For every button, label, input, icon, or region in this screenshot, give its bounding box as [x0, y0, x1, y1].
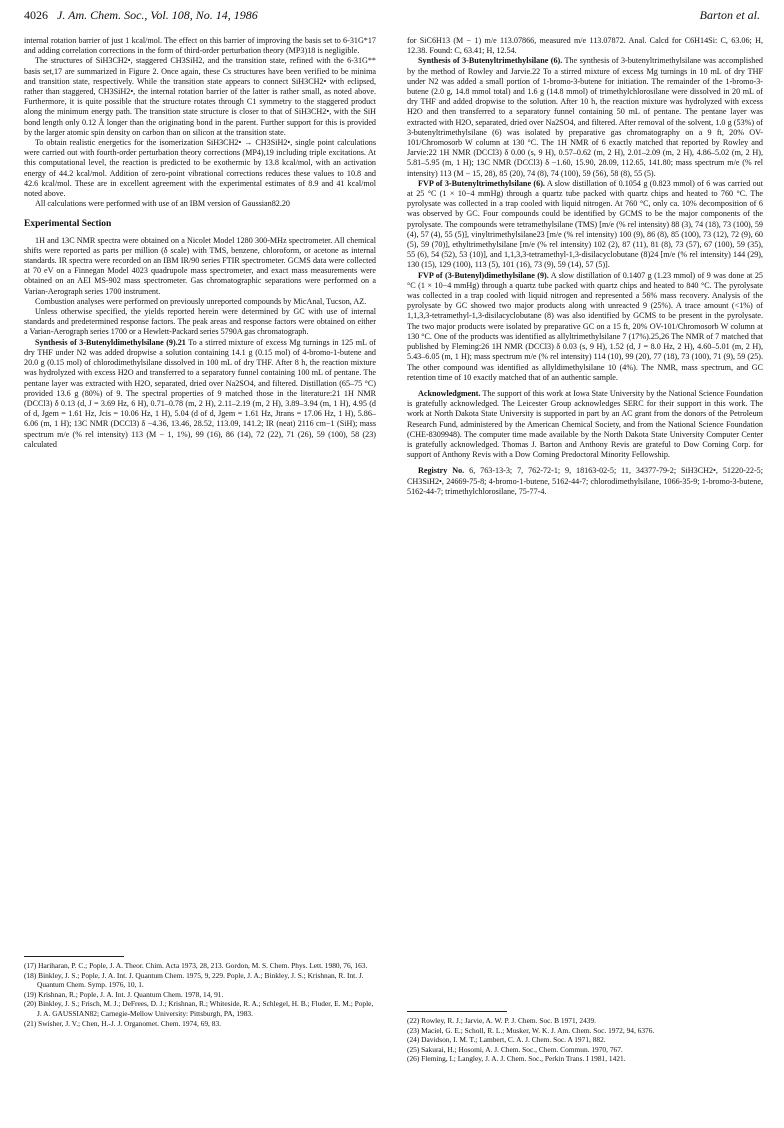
run-in-heading: FVP of (3-Butenyl)dimethylsilane (9).	[418, 270, 549, 280]
page-header	[24, 8, 760, 28]
run-in-heading: Registry No.	[418, 466, 465, 476]
footnote: (17) Hariharan, P. C.; Pople, J. A. Theor. Chim. Acta 1973, 28, 213. Gordon, M. S. Chem. Phys. Lett. 1980, 76, 163.	[24, 961, 368, 970]
footnote: (23) Maciel, G. E.; Scholl, R. L.; Musker, W. K. J. Am. Chem. Soc. 1972, 94, 6376.	[407, 1025, 655, 1035]
paragraph: All calculations were performed with use of an IBM version of Gaussian82.20	[35, 199, 290, 209]
paragraph: 1H and 13C NMR spectra were obtained on a Nicolet Model 1280 300-MHz spectrometer. All chemical shifts were reported as parts per million (δ scale) with TMS, benzene, chloroform, or acetone as internal standards. IR spectra were recorded on an IBM IR/90 series FTIR spectrometer. GCMS data were collected at 70 eV on a Finnegan Model 4023 quadrupole mass spectrometer, and exact mass measurements were obtained on an AEI MS-902 mass spectrometer. Gas chromatographic separations were performed on a Varian-Aerograph series 1700 instrument.	[24, 235, 376, 296]
run-in-heading: Synthesis of 3-Butenyltrimethylsilane (6).	[418, 56, 563, 66]
footnotes-left	[24, 956, 376, 1028]
page-number: 4026	[24, 8, 48, 22]
paragraph: To obtain realistic energetics for the isomerization SiH3CH2• → CH3SiH2•, single point calculations were carried out with fourth-order perturbation theory corrections (MP4),19 including triple excitations. At this computational level, the reaction is predicted to be exothermic by 13.8 kcal/mol, with an activation energy of 44.2 kcal/mol. Addition of zero-point vibrational corrections reduces these values to 10.8 and 42.6 kcal/mol. These are in excellent agreement with the experimental estimates of 8.9 and 41 kcal/mol noted above.	[24, 138, 376, 199]
paragraph-body: 6, 763-13-3; 7, 762-72-1; 9, 18163-02-5; 11, 34377-79-2; SiH3CH2•, 51220-22-5; CH3SiH2•, 24669-75-8; 4-bromo-1-butene, 5162-44-7; chlorodimethylsilane, 1066-35-9; 1-bromo-3-butene, 5162-44-7; trimethylchlorosilane, 75-77-4.	[407, 466, 763, 496]
registry-numbers	[407, 466, 763, 497]
footnote-rule	[407, 1011, 507, 1012]
header-left	[24, 8, 258, 23]
section-title: Experimental Section	[24, 219, 112, 230]
run-in-heading: FVP of 3-Butenyltrimethylsilane (6).	[418, 178, 545, 188]
paragraph-body: A slow distillation of 0.1407 g (1.23 mmol) of 9 was done at 25 °C (1 × 10−4 mmHg) through a quartz tube packed with quartz chips and heated to 840 °C. The pyrolysate was collected in a trap cooled with liquid nitrogen and represented a 56% mass recovery. Analysis of the pyrolysate by GC showed two major products along with unreacted 9 (25%). A trace amount (<1%) of 1,1,3,3-tetramethyl-1,3-disilacyclobutane (8) was also identified by GCMS to be present in the pyrolysate. The two major products were isolated by preparative GC on a 15 ft, 20% OV-101/Chromosorb W column at 130 °C. One of the products was identified as allyltrimethylsilane 7 (17%).25,26 The NMR of 7 matched that published by Fleming:26 1H NMR (DCCl3) δ 0.03 (s, 9 H), 1.52 (d, J = 8.0 Hz, 2 H), 4.60–5.01 (m, 2 H), 5.43–6.05 (m, 1 H); mass spectrum m/e (% rel intensity) 114 (10), 99 (20), 77 (18), 73 (100), 71 (9), 59 (25). The other compound was identified as allyldimethylsilane 10 (4%). The NMR, mass spectrum, and GC retention time of 10 exactly matched that of an authentic sample.	[407, 270, 763, 382]
footnote: (18) Binkley, J. S.; Pople, J. A. Int. J. Quantum Chem. 1975, 9, 229. Pople, J. A.; Binkley, J. S.; Krishnan, R. Int. J. Quantum Chem. Symp. 1976, 10, 1.	[24, 970, 364, 990]
footnote: (19) Krishnan, R.; Pople, J. A. Int. J. Quantum Chem. 1978, 14, 91.	[24, 989, 224, 999]
footnote: (26) Fleming, I.; Langley, J. A. J. Chem. Soc., Perkin Trans. I 1981, 1421.	[407, 1054, 626, 1064]
footnotes-right	[407, 1011, 763, 1064]
paragraph	[407, 271, 763, 383]
paragraph	[407, 56, 763, 178]
footnote-rule	[24, 956, 124, 957]
footnote: (22) Rowley, R. J.; Jarvie, A. W. P. J. Chem. Soc. B 1971, 2439.	[407, 1016, 597, 1025]
footnote: (20) Binkley, J. S.; Frisch, M. J.; DeFrees, D. J.; Krishnan, R.; Whiteside, R. A.; Schlegel, H. B.; Fluder, E. M.; Pople, J. A. GAUSSIAN82; Carnegie-Mellow University: Pittsburgh, PA, 1983.	[24, 999, 374, 1018]
footnote: (24) Davidson, I. M. T.; Lambert, C. A. J. Chem. Soc. A 1971, 882.	[407, 1035, 606, 1045]
running-authors: Barton et al.	[699, 8, 760, 22]
footnote: (25) Sakurai, H.; Hosomi, A. J. Chem. Soc., Chem. Commun. 1970, 767.	[407, 1044, 623, 1054]
acknowledgment	[407, 389, 763, 460]
paragraph-body: The support of this work at Iowa State University by the National Science Foundation is gratefully acknowledged. The Leicester Group acknowledges SERC for their support in this work. The work at North Dakota State University is supported in part by an AC grant from the donors of the Petroleum Research Fund, administered by the American Chemical Society, and from the National Science Foundation (CHE-8309948). The computer time made available by the North Dakota State University Computer Center is gratefully acknowledged. Thomas J. Barton and Anthony Revis are grateful to Dow Corning Corp. for support of Anthony Revis with a Dow Corning Predoctoral Minority Fellowship.	[407, 388, 763, 460]
paragraph	[24, 338, 376, 450]
paragraph-body: The synthesis of 3-butenyltrimethylsilane was accomplished by the method of Rowley and Jarvie.22 To a stirred mixture of excess Mg turnings in 10 mL of dry THF under N2 was added a small portion of 1-bromo-3-butene for initiation. The remainder of the 1-bromo-3-butene (2.0 g, 14.8 mmol total) and 1.6 g (14.8 mmol) of trimethylchlorosilane were dissolved in 20 mL of dry THF and added dropwise to the solution. After 10 h, the reaction mixture was hydrolyzed with excess H2O and then transferred to a separatory funnel containing 50 mL of pentane. The pentane layer was extracted with H2O, separated, dried over Na2SO4, and filtered. After removal of the solvent, 1.0 g (53%) of 3-butenyltrimethylsilane (6) was isolated by preparative gas chromatography on a 9 ft, 20% OV-101/Chromosorb W column at 130 °C. The 1H NMR of 6 exactly matched that reported by Rowley and Jarvie:22 1H NMR (DCCl3) δ 0.00 (s, 9 H), 0.57–0.62 (m, 2 H), 2.01–2.09 (m, 2 H), 4.86–5.02 (m, 2 H), 5.81–5.95 (m, 1 H); 13C NMR (DCCl3) δ −1.60, 15.90, 28.09, 112.65, 141.80; mass spectrum m/e (% rel intensity) 113 (M − 15, 28), 85 (20), 74 (8), 74 (100), 59 (56), 58 (8), 55 (5).	[407, 56, 763, 178]
left-column	[24, 36, 376, 450]
paragraph: internal rotation barrier of just 1 kcal/mol. The effect on this barrier of improving the basis set to 6-31G*17 and adding correlation corrections in the form of third-order perturbation theory (MP3)18 is negligible.	[24, 36, 376, 56]
paragraph: The structures of SiH3CH2•, staggered CH3SiH2, and the transition state, refined with the 6-31G** basis set,17 are summarized in Figure 2. Once again, these Cs structures have been verified to be minima and transition state, respectively. While the transition state appears to connect SiH3CH2• with eclipsed, rather than staggered, CH3SiH2•, the internal rotation barrier of the latter is rather small, as noted above. Furthermore, it is quite possible that the structure rotates through C1 symmetry to the staggered product along the minimum energy path. The transition state structure is closer to that of SiH3CH2•, with the SiH bond length only 0.12 Å longer than the originating bond in the parent. Further support for this is provided by the larger atomic spin density on carbon than on silicon at the transition state.	[24, 56, 376, 137]
footnote: (21) Swisher, J. V.; Chen, H.-J. J. Organomet. Chem. 1974, 69, 83.	[24, 1018, 221, 1028]
right-column	[407, 36, 763, 497]
journal-citation: J. Am. Chem. Soc., Vol. 108, No. 14, 1986	[57, 8, 258, 22]
paragraph-body: To a stirred mixture of excess Mg turnings in 125 mL of dry THF under N2 was added dropwise a solution containing 14.1 g (0.15 mol) of 4-bromo-1-butene and 20.0 g (0.15 mol) of chlorodimethylsilane dissolved in 100 mL of dry THF. After 8 h, the reaction mixture was hydrolyzed with excess H2O and transferred to a separatory funnel containing 100 mL of pentane. The pentane layer was extracted with H2O, separated, dried over Na2SO4, and filtered. Distillation (65–75 °C) provided 13.6 g (80%) of 9. The spectral properties of 9 matched those in the literature:21 1H NMR (DCCl3) δ 0.13 (d, J = 3.69 Hz, 6 H), 0.71–0.78 (m, 2 H), 2.11–2.19 (m, 2 H), 3.89–3.94 (m, 1 H), 4.95 (d of d, Jgem = 1.61 Hz, Jcis = 10.06 Hz, 1 H), 5.04 (d of d, Jgem = 1.61 Hz, Jtrans = 17.06 Hz, 1 H), 5.86–6.06 (m, 1 H); 13C NMR (DCCl3) δ −4.36, 13.46, 28.52, 113.09, 141.2; IR (neat) 2116 cm−1 (SiH); mass spectrum m/e (% rel intensity) 113 (M − 1, 1%), 99 (16), 86 (14), 72 (22), 71 (26), 59 (100), 58 (23) calculated	[24, 337, 376, 449]
paragraph: Combustion analyses were performed on previously unreported compounds by MicAnal, Tucson, AZ.	[35, 296, 367, 306]
paragraph-body: A slow distillation of 0.1054 g (0.823 mmol) of 6 was carried out at 25 °C (1 × 10−4 mmHg) through a quartz tube packed with quartz chips and heated to 760 °C. The pyrolysate was collected in a trap cooled with liquid nitrogen. At 760 °C, only ca. 10% decomposition of 6 was observed by GC. Four compounds could be identified by GCMS to be the major components of the pyrolysate. The compounds were tetramethylsilane (TMS) [m/e (% rel intensity) 88 (3), 74 (18), 73 (100), 59 (4), 57 (4), 55 (5)], vinyltrimethylsilane23 [m/e (% rel intensity) 100 (9), 86 (8), 85 (100), 73 (12), 72 (9), 60 (5), 59 (70)], ethyltrimethylsilane [m/e (% rel intensity) 102 (2), 87 (11), 81 (8), 73 (57), 67 (100), 59 (35), 55 (6), 54 (52), 53 (10)], and 1,1,3,3-tetramethyl-1,3-disilacyclobutane (8)24 [m/e (% rel intensity) 144 (29), 130 (15), 129 (100), 113 (5), 101 (16), 73 (9), 59 (14), 57 (5)].	[407, 178, 764, 270]
paragraph	[407, 179, 763, 271]
paragraph: Unless otherwise specified, the yields reported herein were determined by GC with use of internal standards and predetermined response factors. The peak areas and response factors were obtained on either a Varian-Aerograph series 1700 or a Hewlett-Packard series 5790A gas chromatograph.	[24, 307, 376, 337]
paragraph: for SiC6H13 (M − 1) m/e 113.07866, measured m/e 113.07872. Anal. Calcd for C6H14Si: C, 63.06; H, 12.38. Found: C, 63.41; H, 12.54.	[407, 36, 763, 56]
run-in-heading: Acknowledgment.	[418, 388, 481, 398]
run-in-heading: Synthesis of 3-Butenyldimethylsilane (9).21	[35, 337, 186, 347]
